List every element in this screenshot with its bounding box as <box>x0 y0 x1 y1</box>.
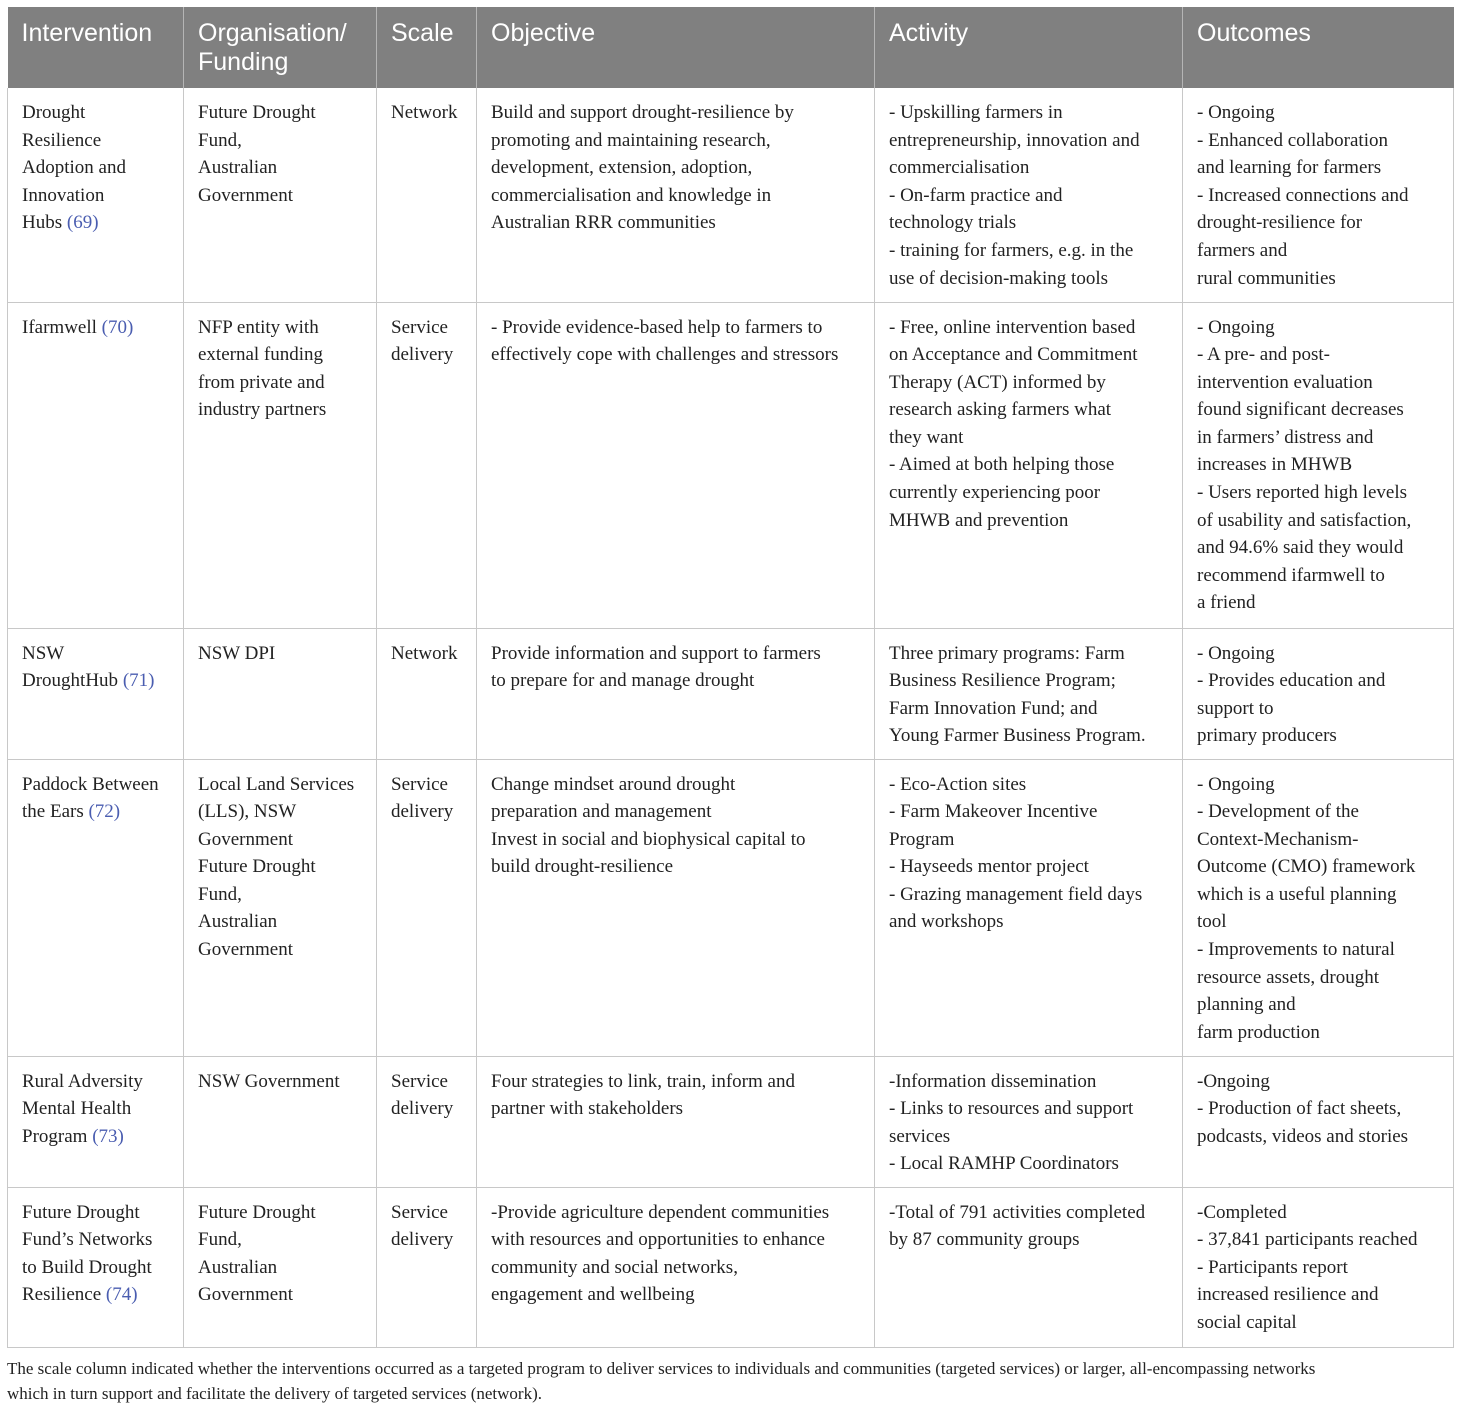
outcomes-line: of usability and satisfaction, <box>1197 509 1412 531</box>
outcomes-line: increases in MHWB <box>1197 454 1353 476</box>
citation-link[interactable]: (70) <box>101 316 134 338</box>
intervention-text: Ifarmwell <box>22 316 102 338</box>
intervention-line <box>22 314 169 342</box>
scale-line: Service <box>391 1201 448 1223</box>
cell-intervention <box>8 1056 184 1187</box>
table-row <box>8 88 1454 302</box>
activity-line: -Total of 791 activities completed <box>889 1201 1146 1223</box>
intervention-line <box>22 127 169 155</box>
intervention-line <box>22 99 169 127</box>
cell-scale <box>377 759 477 1056</box>
footnote-line: The scale column indicated whether the interventions occurred as a targeted program to deliver services to individuals and communities (targeted services) or larger, all-encompassing networks <box>7 1359 1316 1378</box>
outcomes-line: and 94.6% said they would <box>1197 537 1404 559</box>
organisation-line: NSW DPI <box>198 642 276 664</box>
organisation-line: from private and <box>198 371 325 393</box>
cell-organisation <box>184 88 377 302</box>
outcomes-line: - Production of fact sheets, <box>1197 1098 1402 1120</box>
intervention-text: NSW <box>22 642 65 664</box>
table-row <box>8 1056 1454 1187</box>
activity-line: currently experiencing poor <box>889 482 1101 504</box>
intervention-text: Drought <box>22 102 86 123</box>
cell-intervention <box>8 88 184 302</box>
activity-line: Young Farmer Business Program. <box>889 725 1146 747</box>
table-container <box>7 7 1453 1348</box>
header-activity <box>875 7 1183 88</box>
intervention-line <box>22 640 169 668</box>
interventions-table <box>7 7 1454 1348</box>
header-label: Outcomes <box>1197 19 1311 47</box>
activity-line: - Grazing management field days <box>889 883 1143 905</box>
citation-link[interactable]: (73) <box>92 1125 124 1147</box>
organisation-line: industry partners <box>198 399 327 421</box>
activity-line: -Information dissemination <box>889 1070 1097 1092</box>
outcomes-line: - Ongoing <box>1197 642 1275 664</box>
intervention-line <box>22 182 169 210</box>
cell-objective <box>477 1187 875 1347</box>
activity-line: - Upskilling farmers in <box>889 102 1063 123</box>
objective-line: partner with stakeholders <box>491 1098 684 1120</box>
organisation-line: NFP entity with <box>198 316 319 338</box>
intervention-text: Adoption and <box>22 157 126 179</box>
table-row <box>8 1187 1454 1347</box>
activity-line: commercialisation <box>889 157 1030 179</box>
objective-line: Change mindset around drought <box>491 773 736 795</box>
outcomes-line: drought-resilience for <box>1197 212 1363 234</box>
scale-line: delivery <box>391 344 454 366</box>
organisation-line: external funding <box>198 344 324 366</box>
intervention-line <box>22 1095 169 1123</box>
header-intervention <box>8 7 184 88</box>
outcomes-line: planning and <box>1197 994 1296 1016</box>
cell-objective <box>477 628 875 759</box>
objective-line: - Provide evidence-based help to farmers to <box>491 316 823 338</box>
cell-outcomes <box>1183 302 1454 628</box>
cell-outcomes <box>1183 88 1454 302</box>
activity-line: - Farm Makeover Incentive <box>889 801 1098 823</box>
activity-line: Farm Innovation Fund; and <box>889 697 1098 719</box>
intervention-text: Resilience <box>22 129 102 151</box>
outcomes-line: - Enhanced collaboration <box>1197 129 1388 151</box>
organisation-line: Government <box>198 184 293 206</box>
header-label: Scale <box>391 19 454 47</box>
intervention-text: Paddock Between <box>22 773 159 795</box>
cell-scale <box>377 88 477 302</box>
outcomes-line: primary producers <box>1197 725 1337 747</box>
outcomes-line: - Ongoing <box>1197 316 1275 338</box>
intervention-text: Innovation <box>22 184 105 206</box>
outcomes-line: a friend <box>1197 592 1256 614</box>
activity-line: they want <box>889 426 964 448</box>
intervention-text: Future Drought <box>22 1201 140 1223</box>
organisation-line: Australian <box>198 1256 278 1278</box>
cell-activity <box>875 88 1183 302</box>
outcomes-line: - Participants report <box>1197 1256 1348 1278</box>
cell-outcomes <box>1183 759 1454 1056</box>
cell-organisation <box>184 759 377 1056</box>
table-row <box>8 628 1454 759</box>
organisation-line: NSW Government <box>198 1070 340 1092</box>
intervention-text: Rural Adversity <box>22 1070 143 1092</box>
objective-line: to prepare for and manage drought <box>491 670 755 692</box>
activity-line: - Local RAMHP Coordinators <box>889 1153 1119 1175</box>
cell-activity <box>875 628 1183 759</box>
intervention-text: to Build Drought <box>22 1256 152 1278</box>
cell-outcomes <box>1183 1187 1454 1347</box>
outcomes-line: found significant decreases <box>1197 399 1404 421</box>
outcomes-line: farmers and <box>1197 239 1288 261</box>
cell-objective <box>477 88 875 302</box>
activity-line: - Eco-Action sites <box>889 773 1027 795</box>
outcomes-line: -Ongoing <box>1197 1070 1270 1092</box>
cell-objective <box>477 302 875 628</box>
outcomes-line: - Development of the <box>1197 801 1359 823</box>
outcomes-line: support to <box>1197 697 1274 719</box>
outcomes-line: - Users reported high levels <box>1197 482 1407 504</box>
header-label: Activity <box>889 19 969 47</box>
intervention-line <box>22 209 169 237</box>
organisation-line: (LLS), NSW <box>198 801 297 823</box>
organisation-line: Future Drought <box>198 856 316 878</box>
outcomes-line: tool <box>1197 911 1227 933</box>
cell-organisation <box>184 1056 377 1187</box>
activity-line: and workshops <box>889 911 1004 933</box>
header-label: Intervention <box>21 19 153 47</box>
outcomes-line: recommend ifarmwell to <box>1197 564 1385 586</box>
cell-activity <box>875 1056 1183 1187</box>
objective-line: Build and support drought-resilience by <box>491 102 794 123</box>
objective-line: Four strategies to link, train, inform and <box>491 1070 795 1092</box>
cell-organisation <box>184 628 377 759</box>
activity-line: Business Resilience Program; <box>889 670 1116 692</box>
activity-line: - On-farm practice and <box>889 184 1063 206</box>
objective-line: -Provide agriculture dependent communities <box>491 1201 830 1223</box>
intervention-line <box>22 771 169 799</box>
intervention-line <box>22 1123 169 1151</box>
intervention-line <box>22 1199 169 1227</box>
activity-line: - Aimed at both helping those <box>889 454 1115 476</box>
organisation-line: Fund, <box>198 129 242 151</box>
header-objective <box>477 7 875 88</box>
cell-scale <box>377 1187 477 1347</box>
intervention-line <box>22 1068 169 1096</box>
cell-intervention <box>8 302 184 628</box>
activity-line: - Free, online intervention based <box>889 316 1136 338</box>
intervention-text: DroughtHub <box>22 670 123 692</box>
activity-line: use of decision-making tools <box>889 267 1108 289</box>
activity-line: by 87 community groups <box>889 1229 1080 1251</box>
activity-line: Program <box>889 828 955 850</box>
scale-line: Service <box>391 773 448 795</box>
activity-line: Three primary programs: Farm <box>889 642 1125 664</box>
activity-line: - Links to resources and support <box>889 1098 1134 1120</box>
outcomes-line: - A pre- and post- <box>1197 344 1330 366</box>
citation-link[interactable]: (71) <box>122 670 155 692</box>
cell-objective <box>477 1056 875 1187</box>
scale-line: delivery <box>391 1098 454 1120</box>
activity-line: - Hayseeds mentor project <box>889 856 1089 878</box>
activity-line: research asking farmers what <box>889 399 1112 421</box>
citation-link[interactable]: (69) <box>66 212 99 234</box>
header-label: Funding <box>198 48 289 76</box>
outcomes-line: intervention evaluation <box>1197 371 1373 393</box>
scale-line: Service <box>391 316 448 338</box>
cell-activity <box>875 759 1183 1056</box>
header-label: Organisation/ <box>198 19 347 47</box>
outcomes-line: - 37,841 participants reached <box>1197 1229 1418 1251</box>
header-row <box>8 7 1454 88</box>
outcomes-line: - Ongoing <box>1197 102 1275 123</box>
objective-line: Australian RRR communities <box>491 212 716 234</box>
outcomes-line: - Ongoing <box>1197 773 1275 795</box>
objective-line: preparation and management <box>491 801 712 823</box>
cell-intervention <box>8 759 184 1056</box>
outcomes-line: increased resilience and <box>1197 1284 1379 1306</box>
cell-scale <box>377 628 477 759</box>
header-outcomes <box>1183 7 1454 88</box>
objective-line: Invest in social and biophysical capital to <box>491 828 806 850</box>
scale-line: Network <box>391 642 458 664</box>
citation-link[interactable]: (74) <box>105 1284 138 1306</box>
intervention-line <box>22 1254 169 1282</box>
organisation-line: Fund, <box>198 883 242 905</box>
activity-line: entrepreneurship, innovation and <box>889 129 1140 151</box>
organisation-line: Government <box>198 939 293 961</box>
intervention-line <box>22 798 169 826</box>
cell-activity <box>875 1187 1183 1347</box>
intervention-text: Hubs <box>22 212 67 234</box>
activity-line: MHWB and prevention <box>889 509 1069 531</box>
activity-line: technology trials <box>889 212 1017 234</box>
outcomes-line: farm production <box>1197 1021 1320 1043</box>
organisation-line: Future Drought <box>198 1201 316 1223</box>
objective-line: community and social networks, <box>491 1256 738 1278</box>
cell-activity <box>875 302 1183 628</box>
table-footnote <box>7 1356 1457 1406</box>
intervention-line <box>22 667 169 695</box>
scale-line: delivery <box>391 1229 454 1251</box>
objective-line: promoting and maintaining research, <box>491 129 771 151</box>
organisation-line: Australian <box>198 157 278 179</box>
intervention-text: Mental Health <box>22 1098 132 1120</box>
scale-line: Service <box>391 1070 448 1092</box>
cell-organisation <box>184 302 377 628</box>
outcomes-line: resource assets, drought <box>1197 966 1380 988</box>
cell-scale <box>377 1056 477 1187</box>
cell-objective <box>477 759 875 1056</box>
outcomes-line: - Improvements to natural <box>1197 939 1395 961</box>
objective-line: effectively cope with challenges and stressors <box>491 344 839 366</box>
citation-link[interactable]: (72) <box>88 801 121 823</box>
organisation-line: Future Drought <box>198 102 316 123</box>
outcomes-line: which is a useful planning <box>1197 883 1397 905</box>
outcomes-line: social capital <box>1197 1311 1297 1333</box>
outcomes-line: Outcome (CMO) framework <box>1197 856 1416 878</box>
intervention-line <box>22 1226 169 1254</box>
scale-line: Network <box>391 102 458 123</box>
objective-line: build drought-resilience <box>491 856 674 878</box>
objective-line: development, extension, adoption, <box>491 157 753 179</box>
table-row <box>8 759 1454 1056</box>
intervention-text: the Ears <box>22 801 89 823</box>
intervention-text: Resilience <box>22 1284 106 1306</box>
intervention-line <box>22 154 169 182</box>
activity-line: Therapy (ACT) informed by <box>889 371 1106 393</box>
organisation-line: Government <box>198 1284 293 1306</box>
outcomes-line: rural communities <box>1197 267 1336 289</box>
intervention-text: Fund’s Networks <box>22 1229 153 1251</box>
objective-line: with resources and opportunities to enhance <box>491 1229 825 1251</box>
cell-outcomes <box>1183 628 1454 759</box>
cell-organisation <box>184 1187 377 1347</box>
objective-line: commercialisation and knowledge in <box>491 184 772 206</box>
header-label: Objective <box>491 19 596 47</box>
objective-line: engagement and wellbeing <box>491 1284 695 1306</box>
outcomes-line: Context-Mechanism- <box>1197 828 1359 850</box>
organisation-line: Fund, <box>198 1229 242 1251</box>
intervention-line <box>22 1281 169 1309</box>
outcomes-line: and learning for farmers <box>1197 157 1382 179</box>
outcomes-line: -Completed <box>1197 1201 1287 1223</box>
outcomes-line: - Provides education and <box>1197 670 1386 692</box>
scale-line: delivery <box>391 801 454 823</box>
organisation-line: Australian <box>198 911 278 933</box>
outcomes-line: podcasts, videos and stories <box>1197 1125 1409 1147</box>
table-body <box>8 88 1454 1347</box>
organisation-line: Government <box>198 828 293 850</box>
table-row <box>8 302 1454 628</box>
activity-line: on Acceptance and Commitment <box>889 344 1138 366</box>
activity-line: services <box>889 1125 951 1147</box>
organisation-line: Local Land Services <box>198 773 355 795</box>
cell-intervention <box>8 1187 184 1347</box>
outcomes-line: in farmers’ distress and <box>1197 426 1374 448</box>
outcomes-line: - Increased connections and <box>1197 184 1409 206</box>
activity-line: - training for farmers, e.g. in the <box>889 239 1134 261</box>
cell-scale <box>377 302 477 628</box>
intervention-text: Program <box>22 1125 93 1147</box>
cell-outcomes <box>1183 1056 1454 1187</box>
header-scale <box>377 7 477 88</box>
objective-line: Provide information and support to farmers <box>491 642 821 664</box>
footnote-line: which in turn support and facilitate the delivery of targeted services (network). <box>7 1384 543 1403</box>
cell-intervention <box>8 628 184 759</box>
header-organisation-funding <box>184 7 377 88</box>
